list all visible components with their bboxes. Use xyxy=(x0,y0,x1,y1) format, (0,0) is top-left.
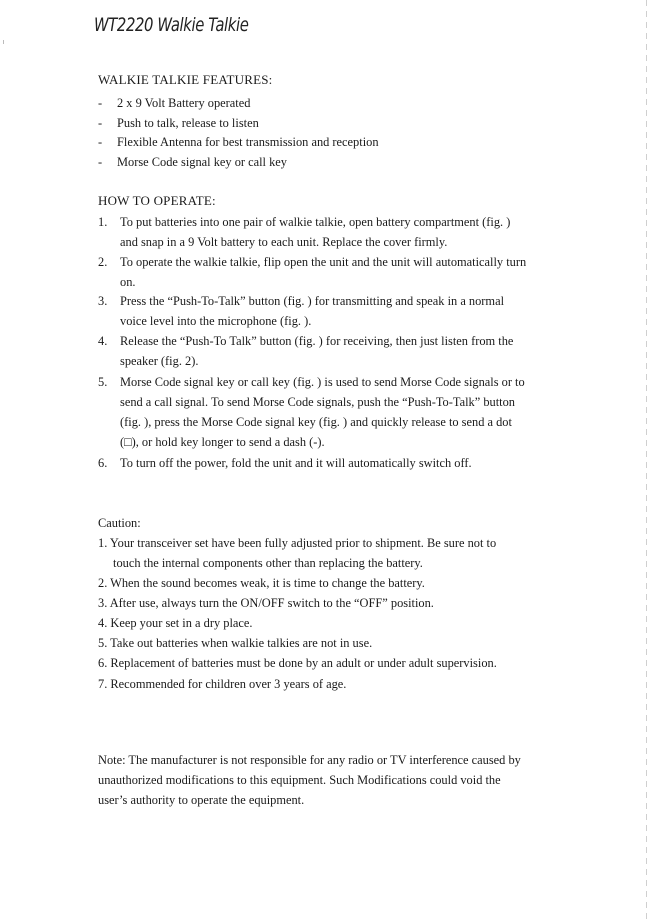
operate-line: To operate the walkie talkie, flip open the unit and the unit will automatically turn xyxy=(120,255,527,269)
caution-line: 2. When the sound becomes weak, it is time to change the battery. xyxy=(98,576,425,590)
operate-line: To turn off the power, fold the unit and it will automatically switch off. xyxy=(120,456,472,470)
caution-heading: Caution: xyxy=(98,516,141,530)
note-line: Note: The manufacturer is not responsible for any radio or TV interference caused by xyxy=(98,753,521,767)
operate-line: (fig. ), press the Morse Code signal key (fig. ) and quickly release to send a dot xyxy=(120,415,512,429)
operate-heading: HOW TO OPERATE: xyxy=(98,193,216,208)
features-heading: WALKIE TALKIE FEATURES: xyxy=(98,72,273,87)
feature-item: Morse Code signal key or call key xyxy=(117,155,287,169)
operate-line: Morse Code signal key or call key (fig. ) is used to send Morse Code signals or to xyxy=(120,375,525,389)
feature-item: 2 x 9 Volt Battery operated xyxy=(117,96,251,110)
step-number: 2. xyxy=(98,255,108,269)
caution-line: 6. Replacement of batteries must be done by an adult or under adult supervision. xyxy=(98,656,497,670)
operate-line: To put batteries into one pair of walkie talkie, open battery compartment (fig. ) xyxy=(120,215,511,229)
operate-line: (□), or hold key longer to send a dash (-). xyxy=(120,435,325,449)
bullet-dash: - xyxy=(98,135,103,149)
caution-line: touch the internal components other than replacing the battery. xyxy=(113,556,423,570)
operate-line: send a call signal. To send Morse Code signals, push the “Push-To-Talk” button xyxy=(120,395,515,409)
feature-item: Push to talk, release to listen xyxy=(117,116,259,130)
note-line: unauthorized modifications to this equipment. Such Modifications could void the xyxy=(98,773,501,787)
caution-line: 1. Your transceiver set have been fully adjusted prior to shipment. Be sure not to xyxy=(98,536,497,550)
scan-edge-mark xyxy=(646,0,647,920)
operate-line: voice level into the microphone (fig. ). xyxy=(120,314,312,328)
step-number: 6. xyxy=(98,456,108,470)
bullet-dash: - xyxy=(98,116,103,130)
note-line: user’s authority to operate the equipment. xyxy=(98,793,305,807)
caution-line: 3. After use, always turn the ON/OFF switch to the “OFF” position. xyxy=(98,596,434,610)
operate-line: and snap in a 9 Volt battery to each unit. Replace the cover firmly. xyxy=(120,235,448,249)
handwritten-title: WT2220 Walkie Talkie xyxy=(94,14,249,36)
bullet-dash: - xyxy=(98,96,103,110)
caution-line: 5. Take out batteries when walkie talkies are not in use. xyxy=(98,636,373,650)
step-number: 4. xyxy=(98,334,108,348)
caution-line: 7. Recommended for children over 3 years of age. xyxy=(98,677,347,691)
step-number: 5. xyxy=(98,375,108,389)
step-number: 3. xyxy=(98,294,108,308)
operate-line: on. xyxy=(120,275,136,289)
caution-line: 4. Keep your set in a dry place. xyxy=(98,616,253,630)
operate-line: speaker (fig. 2). xyxy=(120,354,199,368)
feature-item: Flexible Antenna for best transmission and reception xyxy=(117,135,379,149)
scan-speck xyxy=(3,40,4,44)
operate-line: Press the “Push-To-Talk” button (fig. ) for transmitting and speak in a normal xyxy=(120,294,505,308)
step-number: 1. xyxy=(98,215,108,229)
bullet-dash: - xyxy=(98,155,103,169)
operate-line: Release the “Push-To Talk” button (fig. ) for receiving, then just listen from the xyxy=(120,334,514,348)
